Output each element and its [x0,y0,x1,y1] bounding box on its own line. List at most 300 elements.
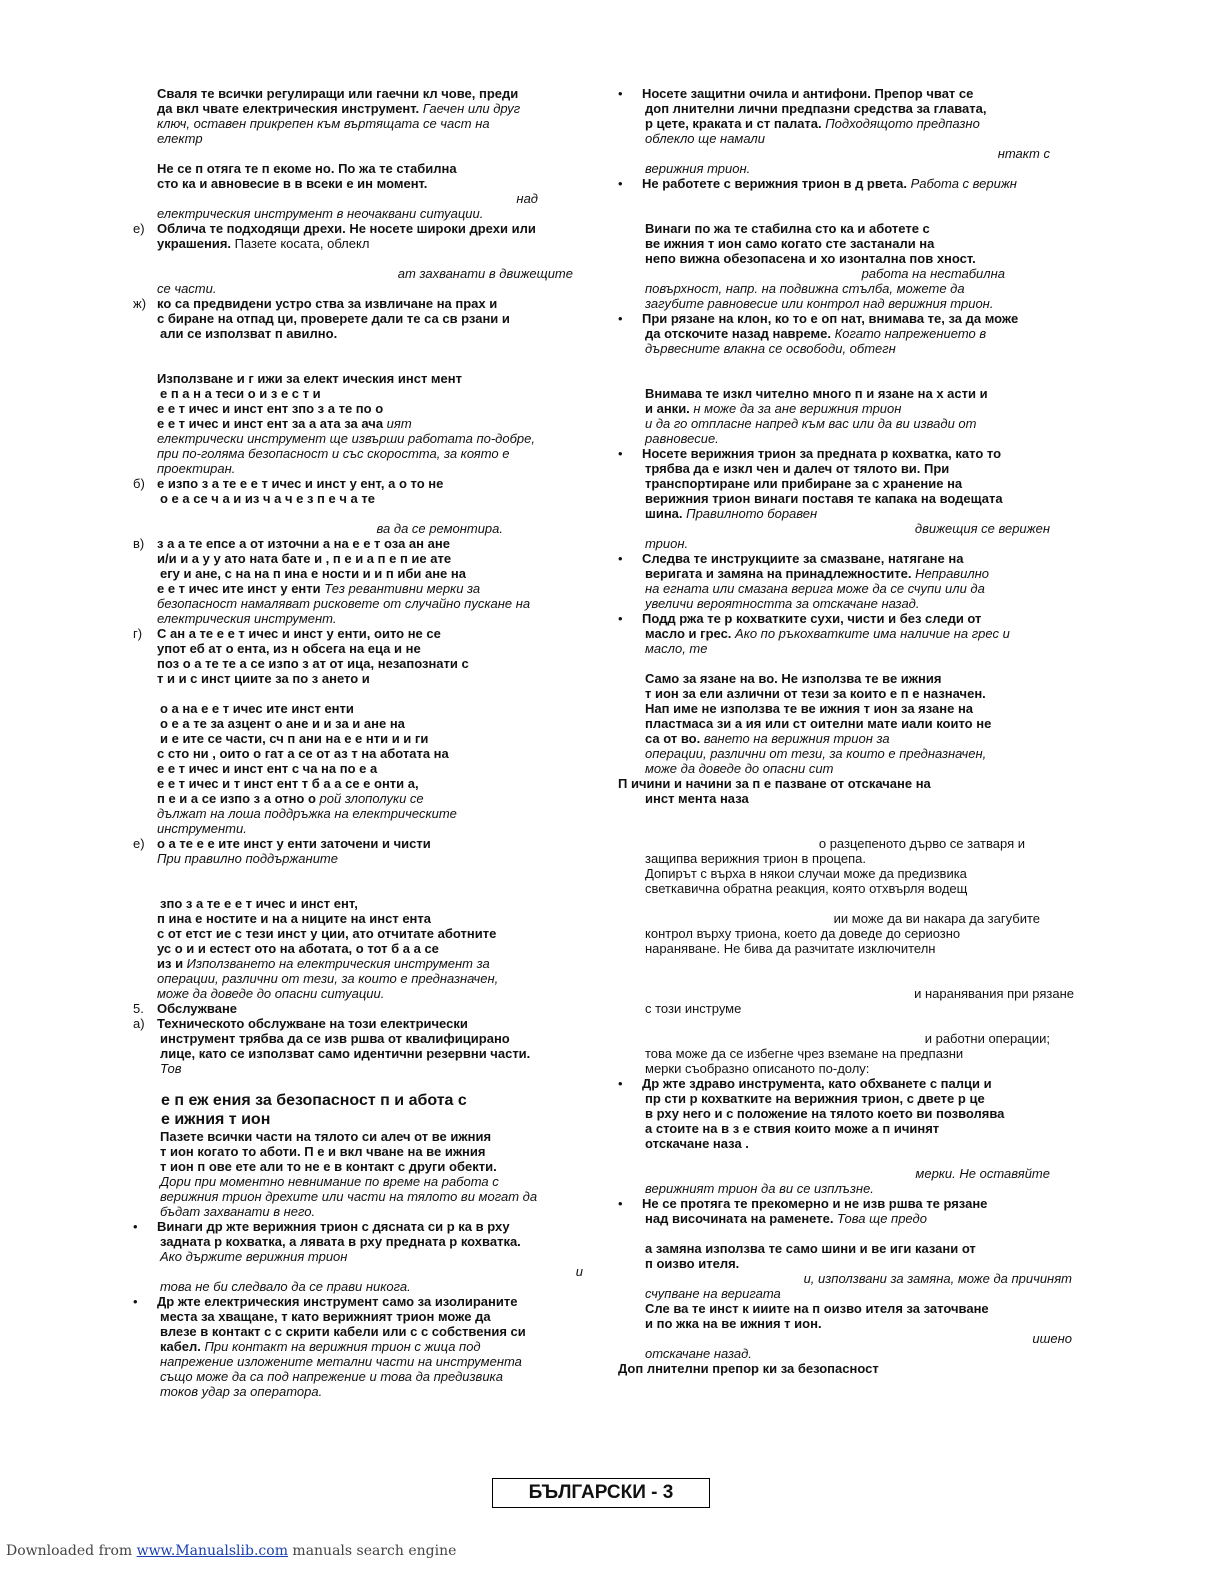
text-line [133,581,593,596]
text-line [133,386,593,401]
text-run: и е ите се части, сч п ани на е е нти и и ги [160,731,429,746]
page-number-box [492,1478,710,1508]
text-line [618,836,1080,851]
text-run: о е а те за азцент о ане и и за и ане на [160,716,405,731]
text-line [133,86,593,101]
text-run: облекло ще намали [645,131,765,146]
text-run: и [575,1264,583,1279]
text-run: светкавична обратна реакция, която отхвърля водещ [645,881,968,896]
list-marker: • [618,176,623,191]
text-run: напрежение изложените метални части на инструмента [160,1354,522,1369]
text-line [618,341,1080,356]
text-run: доп лнителни лични предпазни средства за главата, [645,101,987,116]
text-run: верижния трион. [645,161,751,176]
text-line [133,776,593,791]
page-label: БЪЛГАРСКИ - 3 [528,1482,674,1503]
text-line [618,281,1080,296]
text-line [618,596,1080,611]
text-run: счупване на веригата [645,1286,781,1301]
text-run: пр сти р кохватките на верижния трион, с двете р це [645,1091,985,1106]
list-marker: • [133,1294,138,1309]
text-line [618,131,1080,146]
list-marker: • [618,1076,623,1091]
text-line [618,566,1080,581]
text-run: ият [383,416,412,431]
text-line [618,686,1080,701]
text-line [618,1271,1080,1286]
text-line [618,851,1080,866]
list-marker: • [618,446,623,461]
text-run: Др жте здраво инструмента, като обхванете с палци и [642,1076,992,1091]
text-run: и да го отпласне напред към вас или да ви извади от [645,416,977,431]
text-line [133,281,593,296]
text-run: Пазете всички части на тялото си алеч от ве ижния [160,1129,492,1144]
text-run: Нап име не използва те ве ижния т ион за язане на [645,701,974,716]
text-line [618,911,1080,926]
text-run: али се използват п авилно. [160,326,338,341]
text-line [618,401,1080,416]
text-run: отскачане назад. [645,1346,752,1361]
text-line [133,536,593,551]
text-line [618,791,1080,806]
list-marker: • [618,551,623,566]
text-line [618,1001,1080,1016]
text-run: масло и грес. [645,626,732,641]
text-run: защипва верижния трион в процепа. [645,851,866,866]
spacer [133,686,593,701]
text-line [133,1144,593,1159]
text-run: рой злополуки се [315,791,424,806]
text-line [133,191,593,206]
text-run: с от етст ие с тези инст у ции, ато отчитате аботните [157,926,497,941]
text-run: нараняване. Не бива да разчитате изключителн [645,941,936,956]
text-line [618,461,1080,476]
text-line [133,1129,593,1144]
text-run: Само за язане на во. Не използва те ве ижния [645,671,942,686]
spacer [618,1016,1080,1031]
text-run: е п а н а теси о и з е с т и [160,386,321,401]
text-run: безопасност намаляват рисковете от случайно пускане на [157,596,531,611]
text-run: работа на нестабилна [861,266,1005,281]
text-run: електр [157,131,203,146]
text-run: шина. [645,506,683,521]
text-run: лице, като се използват само идентични резервни части. [160,1046,531,1061]
text-line [133,116,593,131]
text-run: веригата и замяна на принадлежностите. [645,566,912,581]
text-line [618,101,1080,116]
text-line [618,701,1080,716]
text-run: задната р кохватка, а лявата в рху предната р кохватка. [160,1234,521,1249]
text-line [133,1159,593,1174]
text-run: а замяна използва те само шини и ве иги казани от [645,1241,976,1256]
text-line [133,1324,593,1339]
text-line [618,881,1080,896]
list-marker: • [618,86,623,101]
text-line [133,1234,593,1249]
text-run: т ион п ове ете али то не е в контакт с други обекти. [160,1159,497,1174]
text-run: е е т ичес и т инст ент т б а а се е онти а, [157,776,419,791]
text-run: това може да се избегне чрез вземане на предпазни [645,1046,964,1061]
text-line [133,761,593,776]
text-run: Доп лнителни препор ки за безопасност [618,1361,879,1376]
text-line [618,431,1080,446]
text-run: Подд ржа те р кохватките сухи, чисти и без следи от [642,611,982,626]
spacer [618,191,1080,221]
text-run: Когато напрежението в [831,326,987,341]
text-line [133,1309,593,1324]
text-run: инструменти. [157,821,247,836]
text-run: увеличи вероятността за отскачане назад. [645,596,920,611]
text-line [133,521,593,536]
text-line [133,971,593,986]
right-column [618,86,1080,1376]
text-line [133,296,593,311]
text-run: ус о и и естест ото на аботата, о тот б а а се [157,941,439,956]
text-line [618,416,1080,431]
text-line [133,1174,593,1189]
text-line [133,1354,593,1369]
text-run: н може да за ане верижния трион [689,401,902,416]
text-line [133,1189,593,1204]
text-run: Дори при моментно невнимание по време на работа с [160,1174,499,1189]
text-line [618,296,1080,311]
text-line [618,1316,1080,1331]
list-marker: 5. [133,1001,144,1016]
text-line [133,131,593,146]
text-run: Внимава те изкл чително много п и язане на х асти и [645,386,988,401]
text-run: е е т ичес и инст ент с ча на по е а [157,761,378,776]
text-line [618,1061,1080,1076]
text-run: При правилно поддържаните [157,851,338,866]
list-marker: • [618,1196,623,1211]
text-run: Сле ва те инст к ииите на п оизво ителя за заточване [645,1301,989,1316]
text-run: движещия се верижен [914,521,1050,536]
text-run: Не се протяга те прекомерно и не изв ршва те рязане [642,1196,988,1211]
text-run: Тез ревантивни мерки за [320,581,481,596]
text-run: Подходящото предпазно [821,116,980,131]
text-line [133,671,593,686]
text-line [133,551,593,566]
text-run: Не се п отяга те п екоме но. По жа те стабилна [157,161,457,176]
text-run: се части. [157,281,217,296]
text-run: с този инструме [645,1001,742,1016]
text-line [618,1301,1080,1316]
text-run: може да доведе до опасни ситуации. [157,986,385,1001]
text-run: също може да са под напрежение и това да предизвика [160,1369,503,1384]
text-run: п е и а се изпо з а отно о [157,791,316,806]
text-line [618,986,1080,1001]
text-line [618,671,1080,686]
text-run: е е т ичес ите инст у енти [157,581,321,596]
text-line [618,611,1080,626]
text-line [133,1339,593,1354]
text-line [618,1331,1080,1346]
text-line [133,1046,593,1061]
text-line [133,926,593,941]
text-run: е изпо з а те е е т ичес и инст у ент, а о то не [157,476,444,491]
text-line [133,1031,593,1046]
text-run: зпо з а те е е т ичес и инст ент, [160,896,358,911]
text-run: в рху него и с положение на тялото което ви позволява [645,1106,1005,1121]
text-run: Използване и г ижи за елект ическия инст мент [157,371,462,386]
text-run: верижният трион да ви се изплъзне. [645,1181,874,1196]
manualslib-link[interactable]: www.Manualslib.com [136,1543,288,1559]
text-line [133,161,593,176]
text-run: при по-голяма безопасност и със скоростта, за която е [157,446,510,461]
text-line [133,1369,593,1384]
text-line [618,506,1080,521]
spacer [618,896,1080,911]
text-line [133,1219,593,1234]
text-run: Гаечен или друг [419,101,521,116]
text-run: упот еб ат о ента, из н обсега на еца и не [157,641,421,656]
text-line [133,791,593,806]
text-line [133,956,593,971]
text-line [133,101,593,116]
section-heading: е п еж ения за безопасност п и абота с [161,1092,467,1109]
text-run: и работни операции; [924,1031,1050,1046]
text-line [133,731,593,746]
spacer [133,251,593,266]
text-line [133,476,593,491]
text-line [618,866,1080,881]
text-run: Следва те инструкциите за смазване, натягане на [642,551,964,566]
spacer [133,341,593,371]
text-line [133,1016,593,1031]
text-run: сто ка и авновесие в в всеки е ин момент. [157,176,428,191]
text-run: ключ, оставен прикрепен към въртящата се част на [157,116,490,131]
text-run: инструмент трябва да се изв ршва от квалифицирано [160,1031,510,1046]
text-run: непо вижна обезопасена и хо изонтална пов хност. [645,251,976,266]
text-line [618,536,1080,551]
text-run: з а а те епсе а от източни а на е е т оза ан ане [157,536,450,551]
text-run: места за хващане, т като верижният трион може да [160,1309,491,1324]
text-line [618,311,1080,326]
list-marker: г) [133,626,143,641]
text-line [618,1121,1080,1136]
text-line [133,1294,593,1309]
spacer [618,956,1080,986]
text-line [618,641,1080,656]
text-run: операции, различни от тези, за които е предназначен, [157,971,499,986]
download-prefix: Downloaded from [6,1543,137,1559]
text-run: Не работете с верижния трион в д рвета. [642,176,907,191]
text-run: електрическия инструмент. [157,611,337,626]
text-run: п ина е ностите и на а ниците на инст ента [157,911,432,926]
text-line [133,986,593,1001]
text-run: ве ижния т ион само когато сте застанали на [645,236,935,251]
text-line [133,266,593,281]
text-line [618,1196,1080,1211]
text-line [618,746,1080,761]
text-line [133,746,593,761]
text-run: може да доведе до опасни сит [645,761,834,776]
text-run: влезе в контакт с с скрити кабели или с с собствения си [160,1324,526,1339]
text-line [618,1091,1080,1106]
text-run: Обслужване [157,1001,238,1016]
text-run: над [516,191,538,206]
text-run: Сваля те всички регулиращи или гаечни кл чове, преди [157,86,519,101]
text-line [133,941,593,956]
text-line [133,716,593,731]
text-line [133,1279,593,1294]
list-marker: • [618,611,623,626]
text-run: на егната или смазана верига може да се счупи или да [645,581,985,596]
spacer [133,1076,593,1091]
text-run: П ичини и начини за п е пазване от отскачане на [618,776,931,791]
text-line [133,596,593,611]
spacer [133,146,593,161]
text-run: верижния трион дрехите или части на тялото ви могат да [160,1189,538,1204]
text-line [618,1136,1080,1151]
list-marker: е) [133,836,145,851]
text-line [618,266,1080,281]
text-line [133,1001,593,1016]
text-line [618,626,1080,641]
text-run: поз о а те те а се изпо з ат от ица, незапознати с [157,656,469,671]
text-run: да отскочите назад навреме. [645,326,831,341]
text-run: Пазете косата, облекл [231,236,370,251]
text-run: масло, те [645,641,708,656]
text-run: ва да се ремонтира. [376,521,503,536]
text-run: електрически инструмент ще извърши работата по-добре, [157,431,535,446]
text-line [618,386,1080,401]
list-marker: б) [133,476,145,491]
text-run: е е т ичес и инст ент зпо з а те по о [157,401,384,416]
text-line [618,86,1080,101]
text-line [618,236,1080,251]
text-run: дължат на лоша поддръжка на електрическите [157,806,457,821]
text-line [618,1076,1080,1091]
text-line [618,761,1080,776]
text-run: Правилното боравен [682,506,818,521]
text-run: о а те е е ите инст у енти заточени и чисти [157,836,431,851]
text-run: С ан а те е е т ичес и инст у енти, оито не се [157,626,441,641]
text-line [618,491,1080,506]
text-line [618,941,1080,956]
text-run: верижния трион винаги поставя те капака на водещата [645,491,1003,506]
text-line [133,461,593,476]
text-line [618,581,1080,596]
text-line [618,716,1080,731]
text-run: Ако държите верижния трион [160,1249,348,1264]
left-column [133,86,593,1399]
text-line [133,206,593,221]
text-run: транспортиране или прибиране за с хранение на [645,476,963,491]
text-run: повърхност, напр. на подвижна стълба, можете да [645,281,965,296]
text-line [133,1264,593,1279]
text-line [618,146,1080,161]
text-line [133,911,593,926]
text-run: отскачане наза . [645,1136,749,1151]
text-run: и по жка на ве ижния т ион. [645,1316,822,1331]
spacer [133,506,593,521]
text-line [618,476,1080,491]
text-line [618,521,1080,536]
text-line [618,1256,1080,1271]
text-run: т ион за ели азлични от тези за които е п е назначен. [645,686,986,701]
text-line [133,611,593,626]
spacer [618,1151,1080,1166]
text-line [618,1361,1080,1376]
text-run: да вкл чвате електрическия инструмент. [157,101,420,116]
text-run: Носете защитни очила и антифони. Препор чват се [642,86,974,101]
text-run: Неправилно [911,566,990,581]
text-run: токов удар за оператора. [160,1384,323,1399]
text-run: равновесие. [645,431,719,446]
download-suffix: manuals search engine [287,1543,457,1559]
text-run: проектиран. [157,461,236,476]
text-run: Др жте електрическия инструмент само за изолираните [157,1294,518,1309]
text-run: Работа с верижн [906,176,1017,191]
text-line [133,491,593,506]
text-run: това не би следвало да се прави никога. [160,1279,411,1294]
text-run: са от во. [645,731,701,746]
text-line [618,1046,1080,1061]
text-line [618,326,1080,341]
text-line [133,446,593,461]
download-footer [6,1543,456,1559]
text-run: и анки. [645,401,690,416]
text-run: с биране на отпад ци, проверете дали те са св рзани и [157,311,510,326]
list-marker: в) [133,536,145,551]
text-run: пластмаса зи а ия или ст оителни мате иали които не [645,716,992,731]
text-run: а стоите на в з е ствия които може а п ичинят [645,1121,940,1136]
text-run: трион. [645,536,689,551]
text-run: нтакт с [997,146,1050,161]
spacer [618,656,1080,671]
text-line [618,116,1080,131]
text-line [618,446,1080,461]
text-run: При контакт на верижния трион с жица под [200,1339,481,1354]
text-line [133,311,593,326]
text-line [618,1241,1080,1256]
text-run: над височината на раменете. [645,1211,834,1226]
text-line [133,236,593,251]
text-line [133,1384,593,1399]
text-run: ко са предвидени устро ства за извличане на прах и [157,296,498,311]
text-run: Тов [160,1061,182,1076]
text-run: операции, различни от тези, за които е предназначен, [645,746,987,761]
text-run: Това ще предо [833,1211,927,1226]
text-line [133,626,593,641]
text-run: Облича те подходящи дрехи. Не носете широки дрехи или [157,221,536,236]
text-line [133,1204,593,1219]
text-run: Техническото обслужване на този електрически [157,1016,468,1031]
list-marker: а) [133,1016,145,1031]
text-line [133,851,593,866]
text-line [133,656,593,671]
text-line [133,896,593,911]
text-run: Използването на електрическия инструмент за [183,956,490,971]
text-run: ишено [1032,1331,1072,1346]
text-run: електрическия инструмент в неочаквани ситуации. [157,206,484,221]
text-run: т ион когато то аботи. П е и вкл чване на ве ижния [160,1144,486,1159]
text-run: и, използвани за замяна, може да причинят [803,1271,1072,1286]
text-run: с сто ни , оито о гат а се от аз т на аботата на [157,746,449,761]
spacer [618,806,1080,836]
text-run: кабел. [160,1339,201,1354]
text-run: мерки. Не оставяйте [915,1166,1050,1181]
text-line [133,401,593,416]
text-run: Допирът с върха в някои случаи може да предизвика [645,866,967,881]
text-run: инст мента наза [645,791,749,806]
text-run: Носете верижния трион за предната р кохватка, като то [642,446,1002,461]
text-run: Винаги др жте верижния трион с дясната си р ка в рху [157,1219,510,1234]
text-line [133,371,593,386]
text-line [618,251,1080,266]
text-run: из и [157,956,184,971]
